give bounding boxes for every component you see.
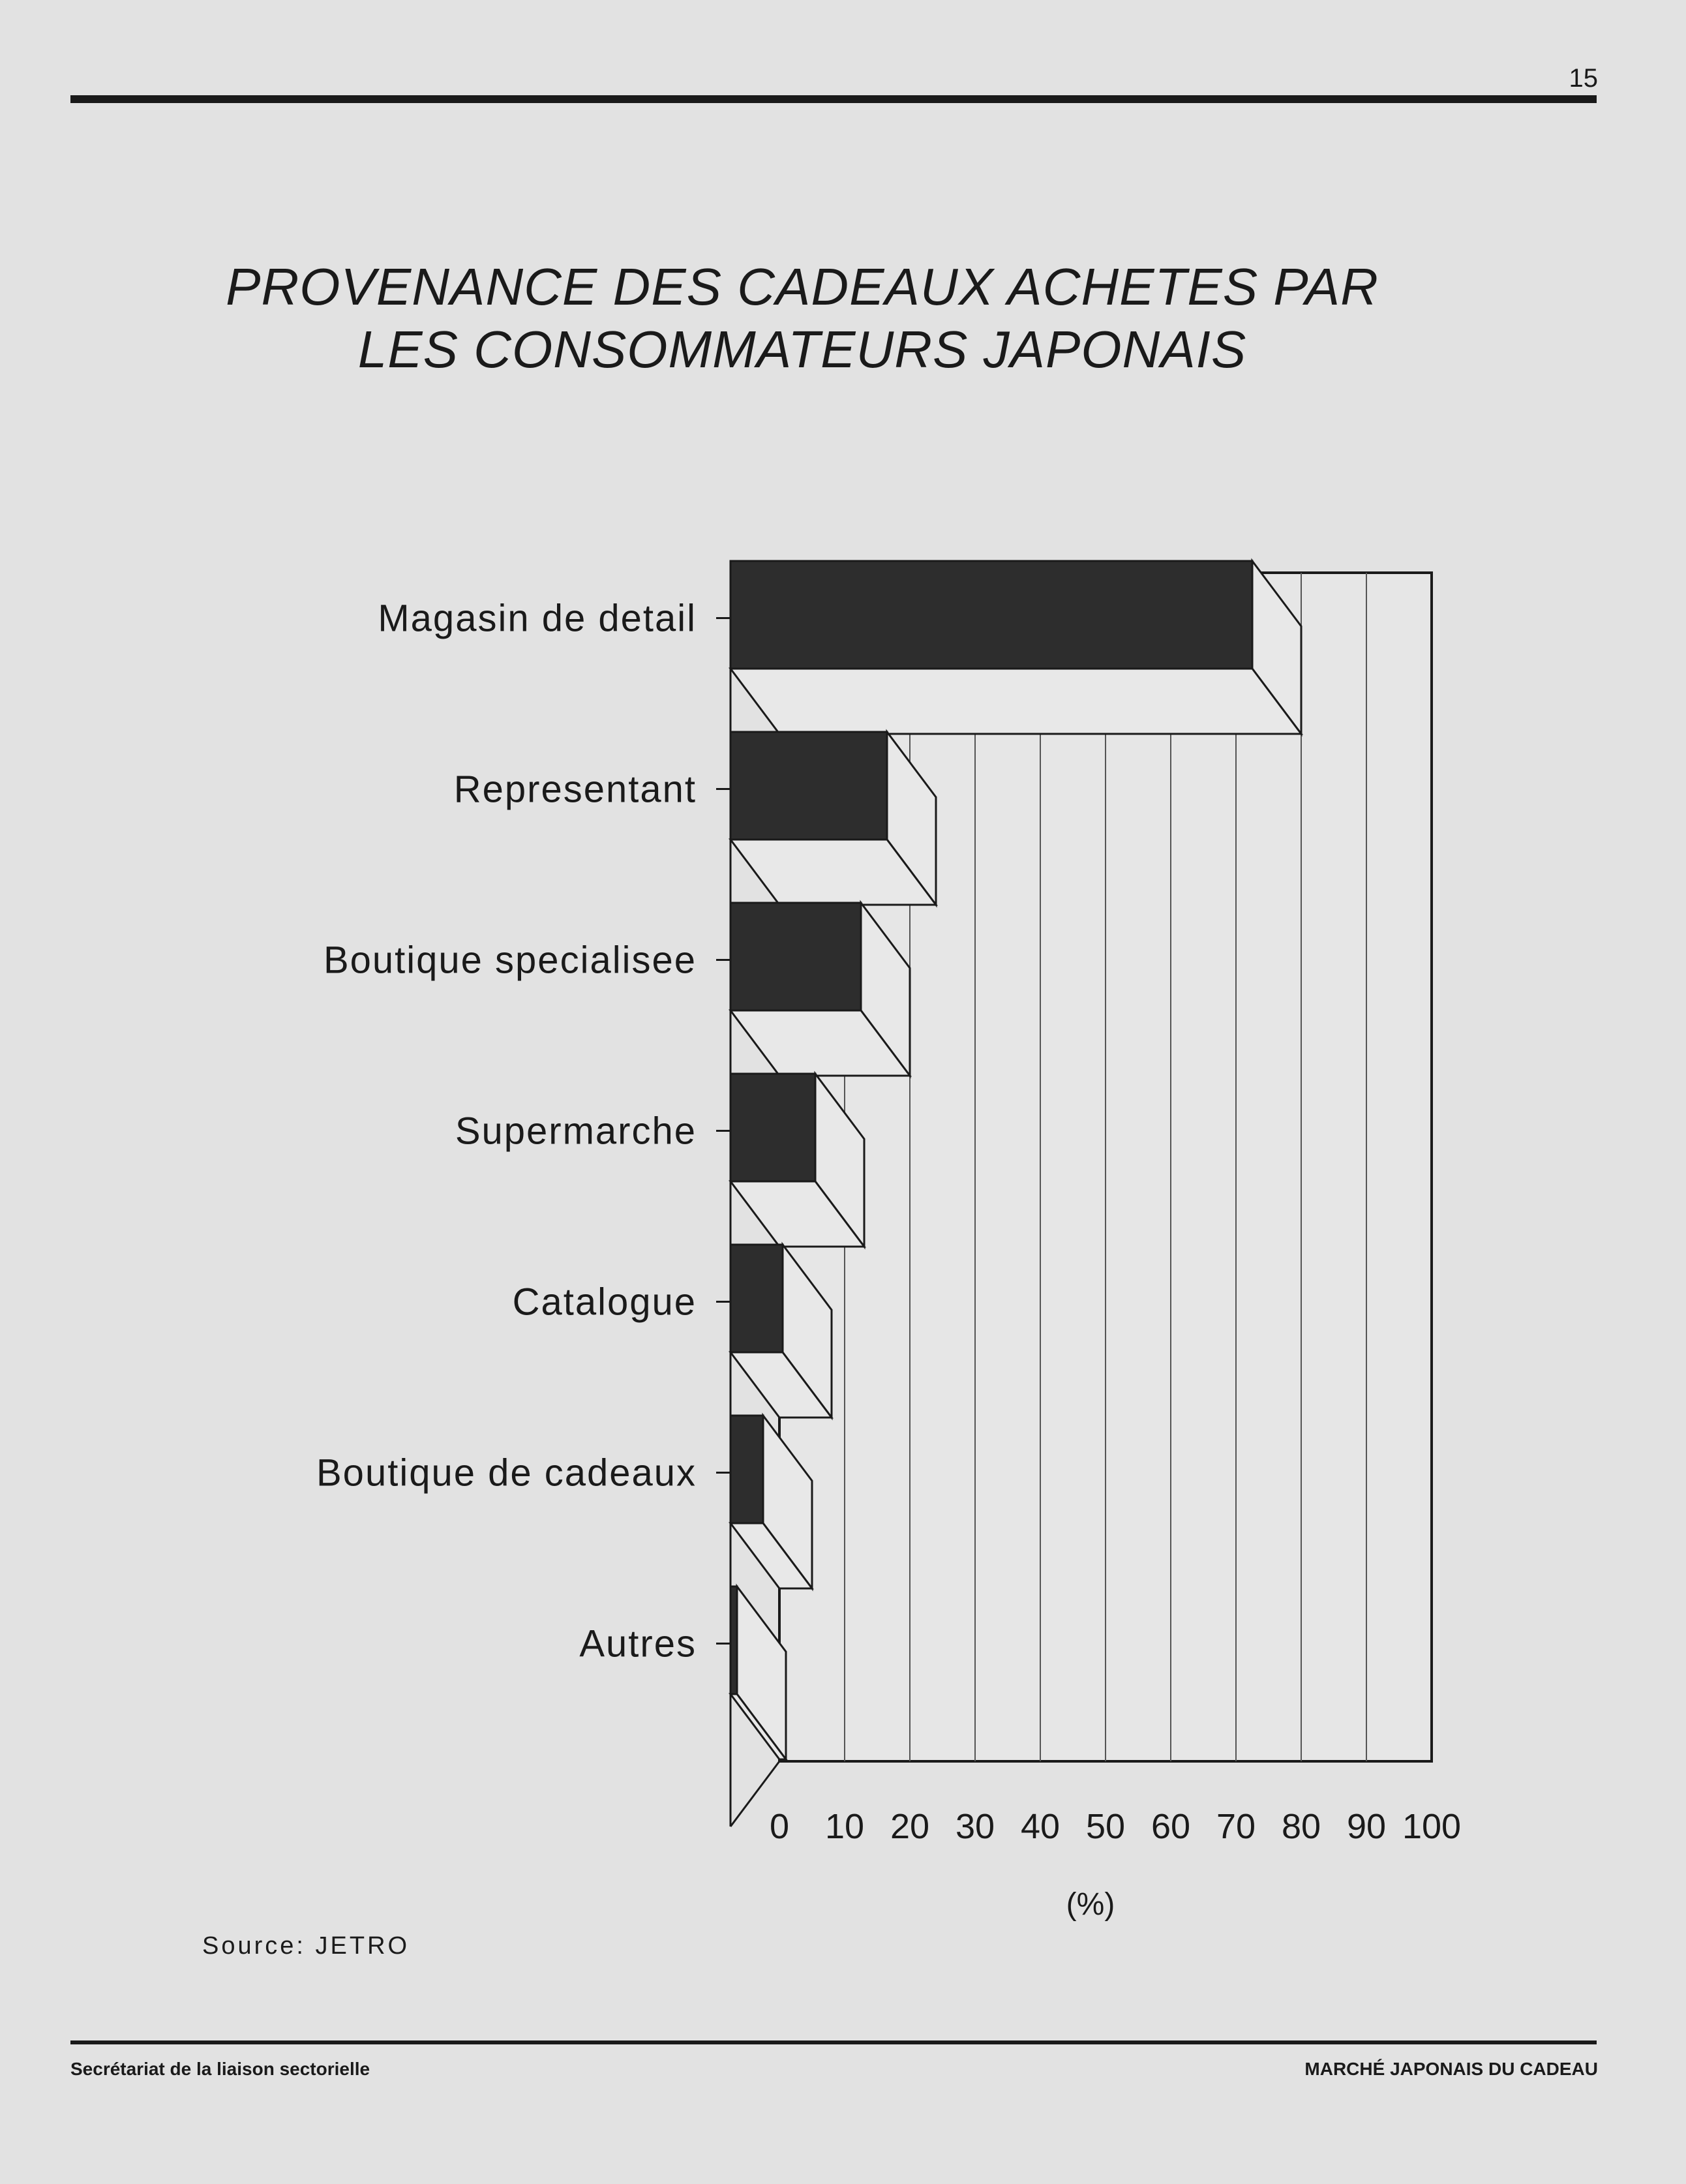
x-tick-label: 0 [769, 1807, 790, 1846]
chart-title-line-2: LES CONSOMMATEURS JAPONAIS [357, 320, 1247, 378]
category-label: Supermarche [455, 1110, 697, 1153]
x-tick-label: 30 [955, 1807, 995, 1846]
category-label: Autres [579, 1622, 697, 1665]
bar-7 [716, 1586, 786, 1759]
x-tick-label: 60 [1151, 1807, 1191, 1846]
category-label: Boutique specialisee [323, 939, 697, 982]
chart-title-line-1: PROVENANCE DES CADEAUX ACHETES PAR [226, 258, 1379, 316]
bar-3 [716, 903, 910, 1076]
x-tick-label: 20 [890, 1807, 930, 1846]
x-tick-label: 80 [1281, 1807, 1321, 1846]
x-tick-label: 50 [1085, 1807, 1126, 1846]
x-tick-label: 70 [1216, 1807, 1256, 1846]
source-note: Source: JETRO [202, 1932, 410, 1960]
bar-2 [716, 732, 936, 905]
bar-bottom-face [730, 669, 1301, 734]
category-label: Representant [453, 768, 697, 811]
x-tick-label: 90 [1346, 1807, 1387, 1846]
footer-right: MARCHÉ JAPONAIS DU CADEAU [1304, 2059, 1598, 2079]
bar-1 [716, 561, 1301, 734]
category-label: Catalogue [512, 1281, 697, 1324]
bar-front-face [730, 1586, 737, 1694]
bar-front-face [730, 732, 887, 840]
x-tick-label: 40 [1020, 1807, 1061, 1846]
x-axis-label: (%) [1066, 1887, 1115, 1922]
category-label: Magasin de detail [378, 597, 697, 640]
footer-rule [70, 2040, 1597, 2044]
x-tick-label: 100 [1402, 1807, 1462, 1846]
bar-front-face [730, 1416, 763, 1523]
footer-left: Secrétariat de la liaison sectorielle [70, 2059, 370, 2079]
category-label: Boutique de cadeaux [316, 1451, 697, 1494]
bar-front-face [730, 1074, 815, 1181]
bar-front-face [730, 903, 861, 1010]
bar-front-face [730, 1245, 783, 1352]
bar-front-face [730, 561, 1252, 669]
x-tick-label: 10 [824, 1807, 865, 1846]
page-number: 15 [1569, 64, 1598, 93]
